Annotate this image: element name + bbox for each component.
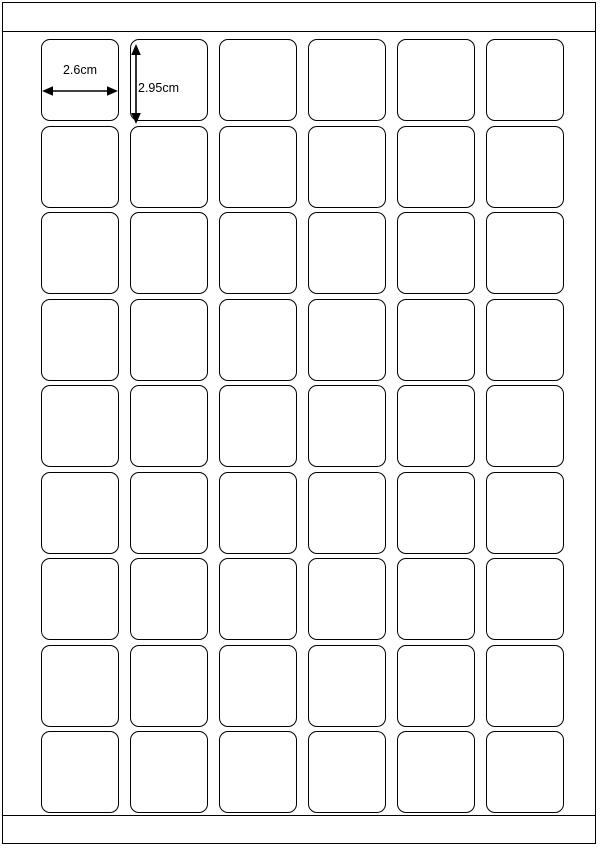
label-cell[interactable] [130,645,208,727]
label-cell[interactable] [308,645,386,727]
label-cell[interactable] [219,126,297,208]
bottom-margin-rule [3,815,595,816]
label-cell[interactable] [41,645,119,727]
label-cell[interactable] [308,472,386,554]
label-cell[interactable] [308,558,386,640]
label-cell[interactable] [130,299,208,381]
label-cell[interactable] [219,385,297,467]
label-cell[interactable] [486,126,564,208]
label-cell[interactable] [130,385,208,467]
label-cell[interactable] [486,212,564,294]
label-cell[interactable] [486,731,564,813]
label-cell[interactable] [219,645,297,727]
label-cell[interactable] [486,558,564,640]
label-cell[interactable] [486,299,564,381]
label-cell[interactable] [397,558,475,640]
label-cell[interactable] [219,39,297,121]
label-cell[interactable] [308,731,386,813]
label-cell[interactable] [308,299,386,381]
top-margin-rule [3,31,595,32]
label-cell[interactable] [397,472,475,554]
label-cell[interactable] [130,126,208,208]
label-cell[interactable] [41,299,119,381]
label-cell[interactable] [41,212,119,294]
label-cell[interactable] [397,645,475,727]
label-sheet [2,2,596,844]
label-cell[interactable] [486,645,564,727]
label-cell[interactable] [130,558,208,640]
label-cell[interactable] [397,126,475,208]
label-cell[interactable] [397,385,475,467]
label-cell[interactable] [219,212,297,294]
label-cell[interactable] [486,39,564,121]
label-cell[interactable] [219,558,297,640]
label-cell[interactable] [486,472,564,554]
label-cell[interactable] [130,39,208,121]
label-cell[interactable] [308,212,386,294]
label-cell[interactable] [397,212,475,294]
height-dimension-label: 2.95cm [138,81,179,95]
label-cell[interactable] [219,472,297,554]
label-cell[interactable] [308,39,386,121]
label-cell[interactable] [41,472,119,554]
label-cell[interactable] [41,126,119,208]
label-cell[interactable] [41,558,119,640]
label-cell[interactable] [130,472,208,554]
label-cell[interactable] [397,299,475,381]
label-cell[interactable] [486,385,564,467]
label-cell[interactable] [41,385,119,467]
label-cell[interactable] [308,126,386,208]
label-cell[interactable] [308,385,386,467]
width-dimension-label: 2.6cm [62,63,98,77]
label-cell[interactable] [130,731,208,813]
label-cell[interactable] [41,731,119,813]
label-cell[interactable] [219,299,297,381]
label-cell[interactable] [397,39,475,121]
label-cell[interactable] [397,731,475,813]
label-cell[interactable] [41,39,119,121]
label-cell[interactable] [219,731,297,813]
label-grid [41,39,563,811]
label-cell[interactable] [130,212,208,294]
